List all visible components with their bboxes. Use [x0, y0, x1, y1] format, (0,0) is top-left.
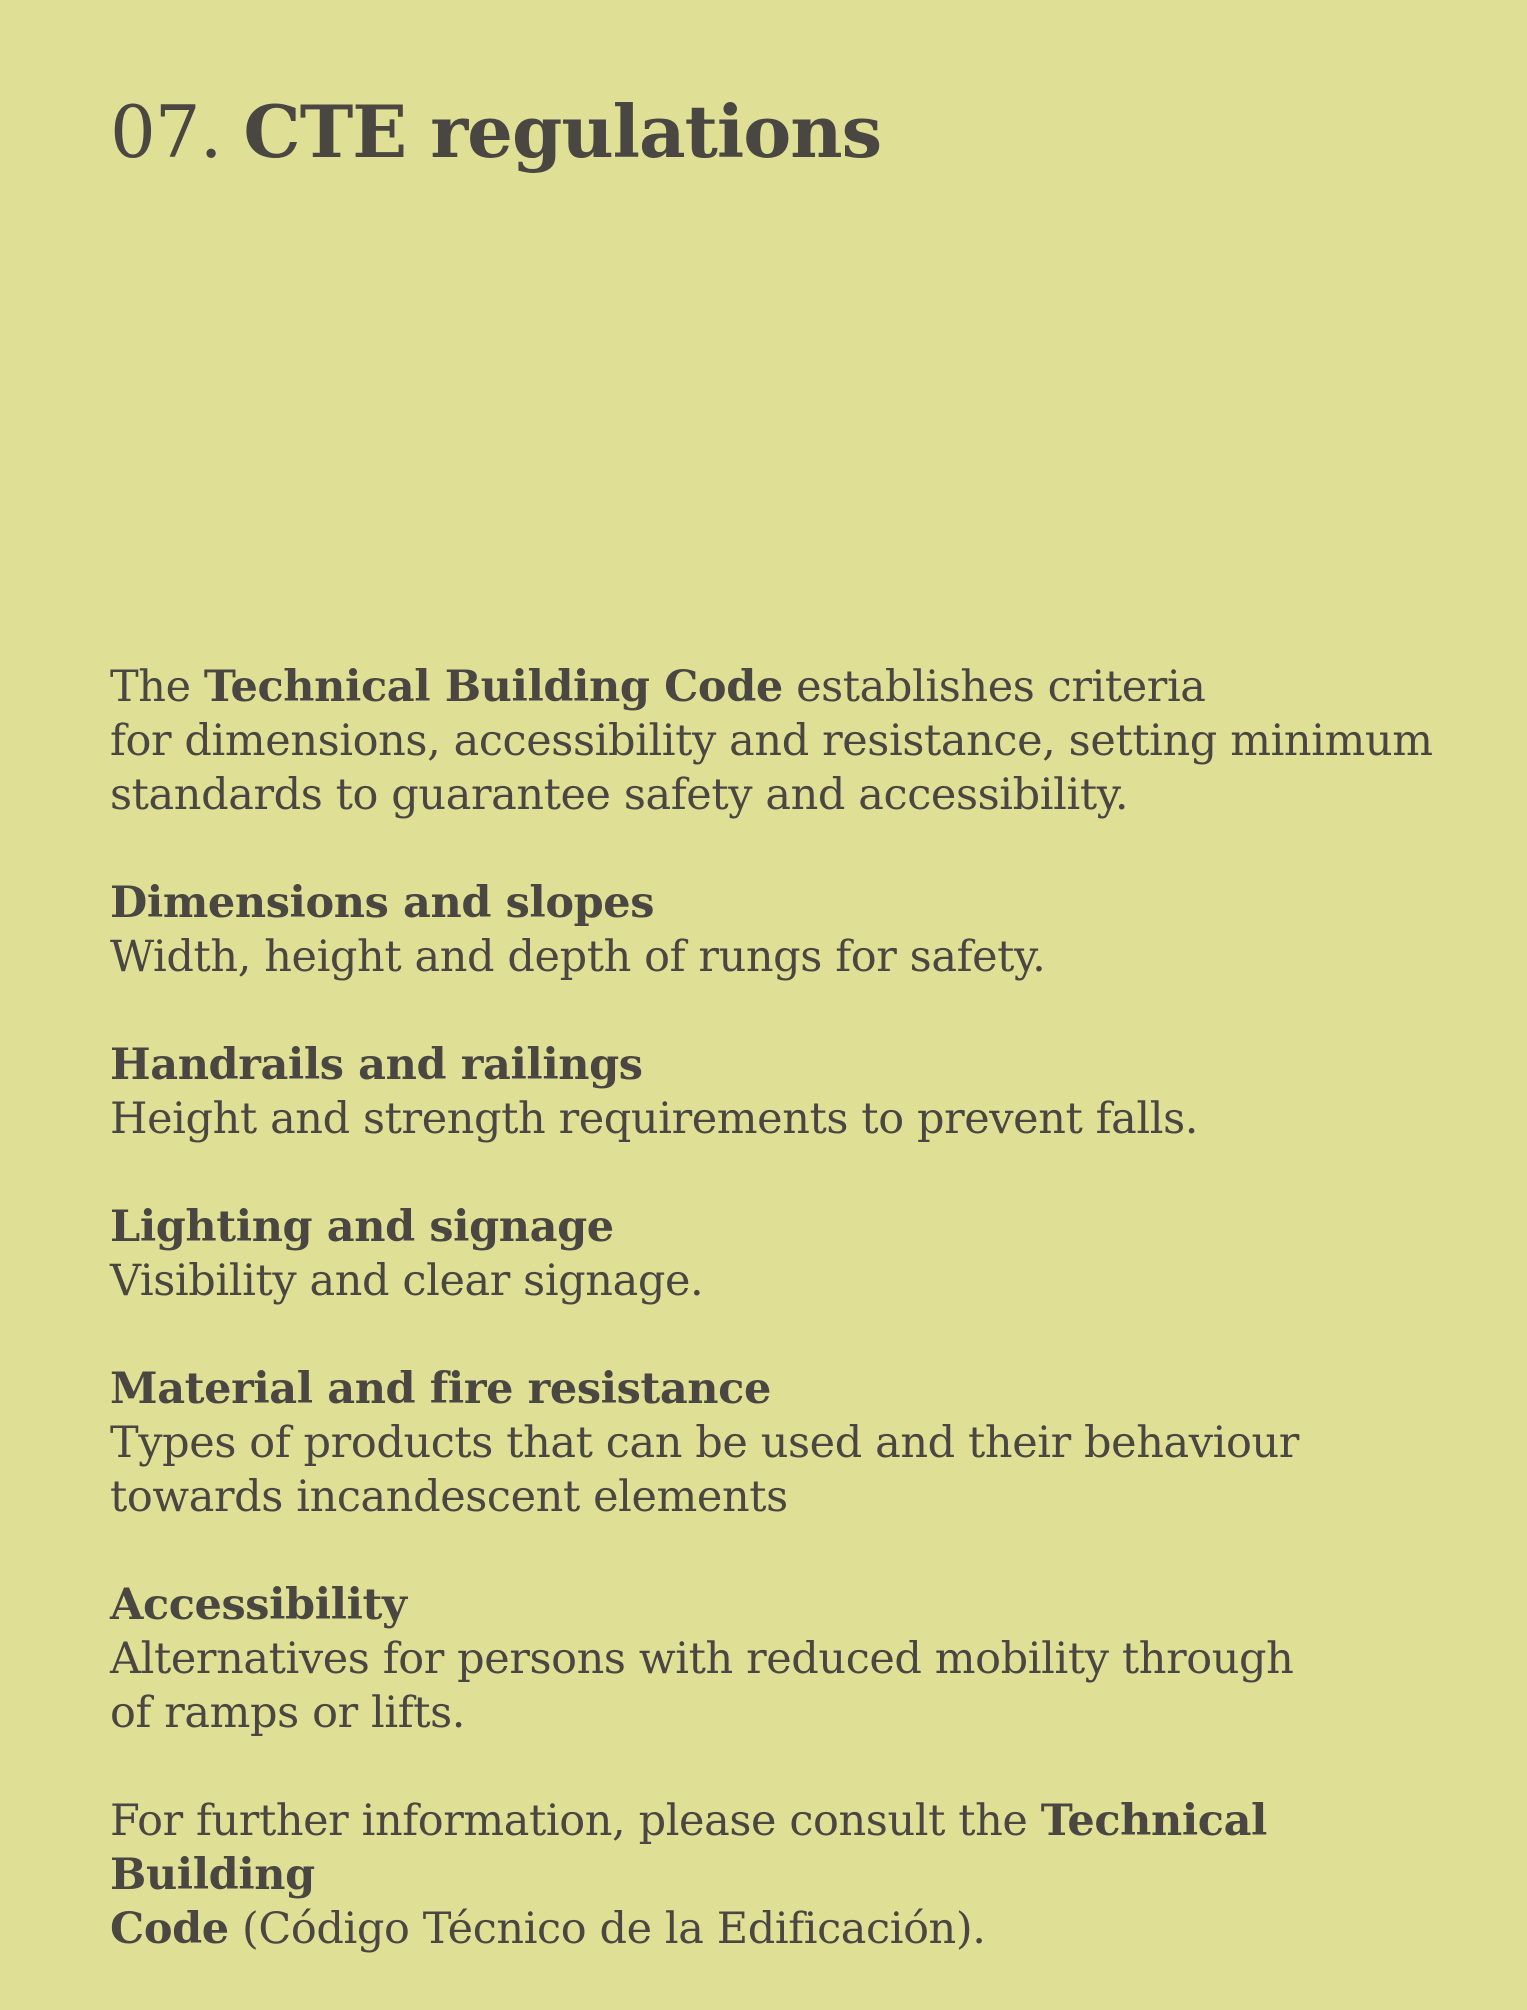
section-title: CTE regulations: [243, 89, 882, 174]
section-accessibility: [110, 1578, 1440, 1740]
intro-paragraph: [110, 660, 1440, 822]
section-dimensions: [110, 876, 1440, 984]
section-heading: Handrails and railings: [110, 1040, 643, 1090]
footer-paragraph: [110, 1794, 1440, 1956]
section-heading: Accessibility: [110, 1580, 407, 1630]
section-lighting: [110, 1200, 1440, 1308]
section-heading: Lighting and signage: [110, 1202, 614, 1252]
intro-bold-term: Technical Building Code: [203, 662, 783, 712]
footer-line-1: For further information, please consult the Technical Building: [110, 1796, 1267, 1900]
section-text: Alternatives for persons with reduced mobility through: [110, 1634, 1294, 1684]
intro-line-3: standards to guarantee safety and accessibility.: [110, 770, 1129, 820]
intro-line-1: The Technical Building Code establishes criteria: [110, 662, 1206, 712]
section-text: Width, height and depth of rungs for safety.: [110, 932, 1046, 982]
section-text: Height and strength requirements to prevent falls.: [110, 1094, 1199, 1144]
section-heading: Material and fire resistance: [110, 1364, 771, 1414]
section-number: 07.: [110, 90, 222, 174]
section-handrails: [110, 1038, 1440, 1146]
section-text: towards incandescent elements: [110, 1472, 788, 1522]
section-text: of ramps or lifts.: [110, 1688, 466, 1738]
footer-line-2: Code (Código Técnico de la Edificación).: [110, 1904, 986, 1954]
section-text: Types of products that can be used and their behaviour: [110, 1418, 1299, 1468]
intro-line-2: for dimensions, accessibility and resistance, setting minimum: [110, 716, 1433, 766]
page-title: [110, 89, 882, 174]
footer-bold-term: Technical Building: [110, 1796, 1267, 1900]
body-text: [110, 660, 1440, 2010]
section-heading: Dimensions and slopes: [110, 878, 655, 928]
section-text: Visibility and clear signage.: [110, 1256, 704, 1306]
section-material-fire: [110, 1362, 1440, 1524]
footer-bold-term-end: Code: [110, 1904, 229, 1954]
